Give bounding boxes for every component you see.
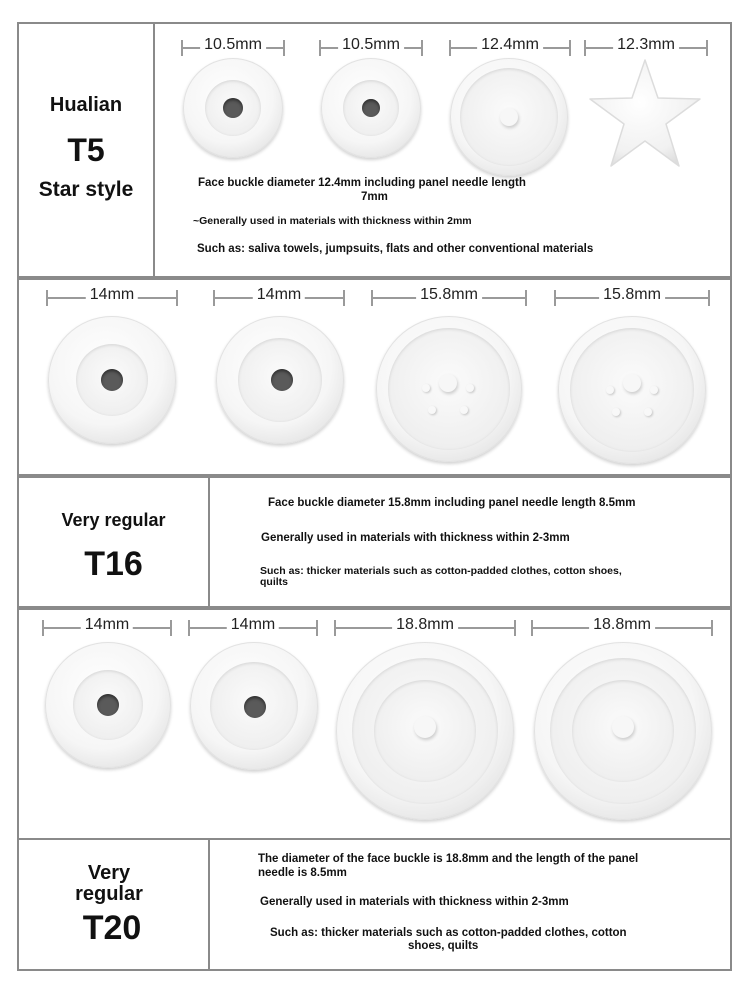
t20-dim-3: 18.8mm [334,618,516,638]
t16-examples-line1: Such as: thicker materials such as cotton-padded clothes, cotton shoes, [260,565,622,577]
t20-examples-line2: shoes, quilts [408,940,479,952]
t5-desc-line2: 7mm [361,191,388,203]
t20-socket-back-part [190,642,318,770]
t5-examples: Such as: saliva towels, jumpsuits, flats and other conventional materials [197,243,594,255]
t5-dim-2: 10.5mm [319,38,423,58]
t5-style: Star style [38,178,134,201]
t20-dim-2: 14mm [188,618,318,638]
t20-model: T20 [82,909,142,947]
t16-socket-part [48,316,176,444]
t5-brand: Hualian [49,94,123,116]
t16-title-cell [17,476,210,608]
t16-stud-part [376,316,522,462]
t5-stud-part [450,58,568,176]
t20-stud-part [336,642,514,820]
t20-cap-part [534,642,712,820]
t16-examples-line2: quilts [260,576,288,588]
t16-dim-3: 15.8mm [371,288,527,308]
t16-usage: Generally used in materials with thickness within 2-3mm [261,532,570,544]
t20-style-line1: Very [87,862,131,884]
t16-dim-1: 14mm [46,288,178,308]
t20-dim-1: 14mm [42,618,172,638]
t16-dim-4: 15.8mm [554,288,710,308]
t20-desc-line1: The diameter of the face buckle is 18.8mm and the length of the panel [258,853,639,865]
t5-star-cap-part [586,56,704,174]
t16-style: Very regular [61,510,166,530]
t20-dim-4: 18.8mm [531,618,713,638]
t16-cap-part [558,316,706,464]
t5-model: T5 [67,132,105,168]
t20-socket-part [45,642,171,768]
t5-dim-1: 10.5mm [181,38,285,58]
t5-dim-3: 12.4mm [449,38,571,58]
t5-socket-part [183,58,283,158]
t20-examples-line1: Such as: thicker materials such as cotton-padded clothes, cotton [270,927,627,939]
t20-usage: Generally used in materials with thickness within 2-3mm [260,896,569,908]
t5-usage: ~Generally used in materials with thickness within 2mm [193,215,472,227]
t5-desc-line1: Face buckle diameter 12.4mm including panel needle length [198,177,526,189]
t16-socket-back-part [216,316,344,444]
t5-dim-4: 12.3mm [584,38,708,58]
t20-desc-line2: needle is 8.5mm [258,867,347,879]
t16-dim-2: 14mm [213,288,345,308]
t20-style-line2: regular [75,883,143,905]
t16-desc: Face buckle diameter 15.8mm including panel needle length 8.5mm [268,497,636,509]
t5-socket-back-part [321,58,421,158]
t16-model: T16 [84,545,143,583]
